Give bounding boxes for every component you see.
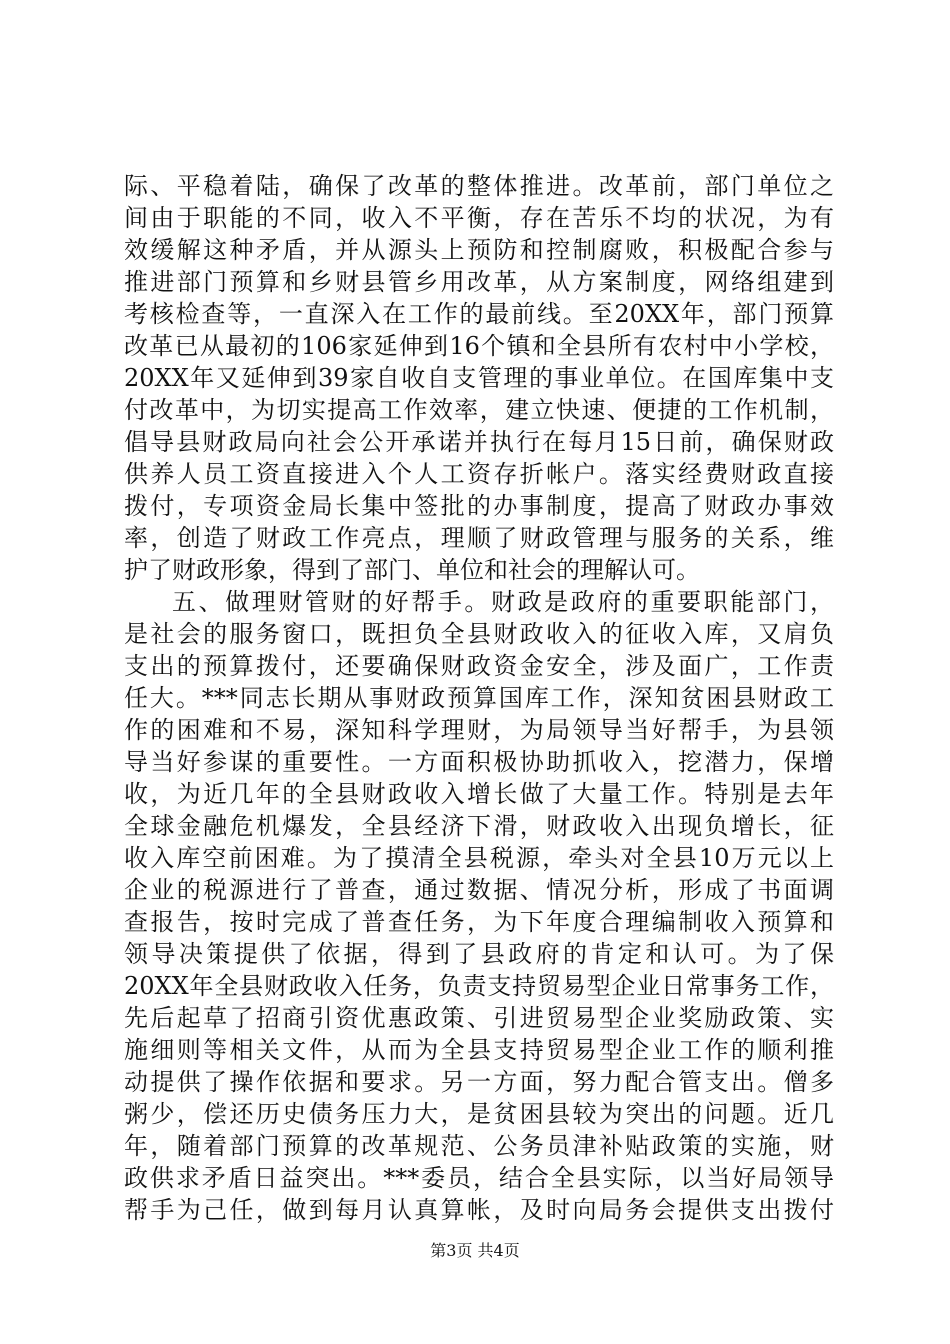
text-line: 全球金融危机爆发，全县经济下滑，财政收入出现负增长，征 xyxy=(124,812,834,840)
text-line: 效缓解这种矛盾，并从源头上预防和控制腐败，积极配合参与 xyxy=(124,236,834,264)
text-line: 任大。***同志长期从事财政预算国库工作，深知贫困县财政工 xyxy=(124,684,834,712)
paragraph-heading-line: 五、做理财管财的好帮手。财政是政府的重要职能部门， xyxy=(172,588,834,616)
text-line: 护了财政形象，得到了部门、单位和社会的理解认可。 xyxy=(124,556,700,584)
text-line: 领导决策提供了依据，得到了县政府的肯定和认可。为了保 xyxy=(124,940,834,968)
body-text xyxy=(124,170,834,1226)
text-line: 倡导县财政局向社会公开承诺并执行在每月15日前，确保财政 xyxy=(124,428,834,456)
text-line: 粥少，偿还历史债务压力大，是贫困县较为突出的问题。近几 xyxy=(124,1100,834,1128)
text-line: 推进部门预算和乡财县管乡用改革，从方案制度，网络组建到 xyxy=(124,268,834,296)
text-line: 是社会的服务窗口，既担负全县财政收入的征收入库，又肩负 xyxy=(124,620,834,648)
text-line: 收，为近几年的全县财政收入增长做了大量工作。特别是去年 xyxy=(124,780,834,808)
text-line: 查报告，按时完成了普查任务，为下年度合理编制收入预算和 xyxy=(124,908,834,936)
text-line: 作的困难和不易，深知科学理财，为局领导当好帮手，为县领 xyxy=(124,716,834,744)
page-number-footer: 第3页 共4页 xyxy=(430,1241,520,1260)
text-line: 支出的预算拨付，还要确保财政资金安全，涉及面广，工作责 xyxy=(124,652,834,680)
text-line: 收入库空前困难。为了摸清全县税源，牵头对全县10万元以上 xyxy=(124,844,834,872)
text-line: 企业的税源进行了普查，通过数据、情况分析，形成了书面调 xyxy=(124,876,834,904)
text-line: 年，随着部门预算的改革规范、公务员津补贴政策的实施，财 xyxy=(124,1132,834,1160)
text-line: 先后起草了招商引资优惠政策、引进贸易型企业奖励政策、实 xyxy=(124,1004,834,1032)
text-line: 帮手为己任，做到每月认真算帐，及时向局务会提供支出拨付 xyxy=(124,1196,834,1224)
text-line: 动提供了操作依据和要求。另一方面，努力配合管支出。僧多 xyxy=(124,1068,834,1096)
text-line: 改革已从最初的106家延伸到16个镇和全县所有农村中小学校， xyxy=(124,332,834,360)
text-line: 率，创造了财政工作亮点，理顺了财政管理与服务的关系，维 xyxy=(124,524,834,552)
text-line: 导当好参谋的重要性。一方面积极协助抓收入，挖潜力，保增 xyxy=(124,748,834,776)
text-line: 付改革中，为切实提高工作效率，建立快速、便捷的工作机制， xyxy=(124,396,834,424)
text-line: 政供求矛盾日益突出。***委员，结合全县实际，以当好局领导 xyxy=(124,1164,834,1192)
text-line: 间由于职能的不同，收入不平衡，存在苦乐不均的状况，为有 xyxy=(124,204,834,232)
text-line: 际、平稳着陆，确保了改革的整体推进。改革前，部门单位之 xyxy=(124,172,834,200)
text-line: 拨付，专项资金局长集中签批的办事制度，提高了财政办事效 xyxy=(124,492,834,520)
text-line: 施细则等相关文件，从而为全县支持贸易型企业工作的顺利推 xyxy=(124,1036,834,1064)
text-line: 供养人员工资直接进入个人工资存折帐户。落实经费财政直接 xyxy=(124,460,834,488)
text-line: 考核检查等，一直深入在工作的最前线。至20XX年，部门预算 xyxy=(124,300,834,328)
text-line: 20XX年全县财政收入任务，负责支持贸易型企业日常事务工作， xyxy=(124,972,834,1000)
text-line: 20XX年又延伸到39家自收自支管理的事业单位。在国库集中支 xyxy=(124,364,834,392)
